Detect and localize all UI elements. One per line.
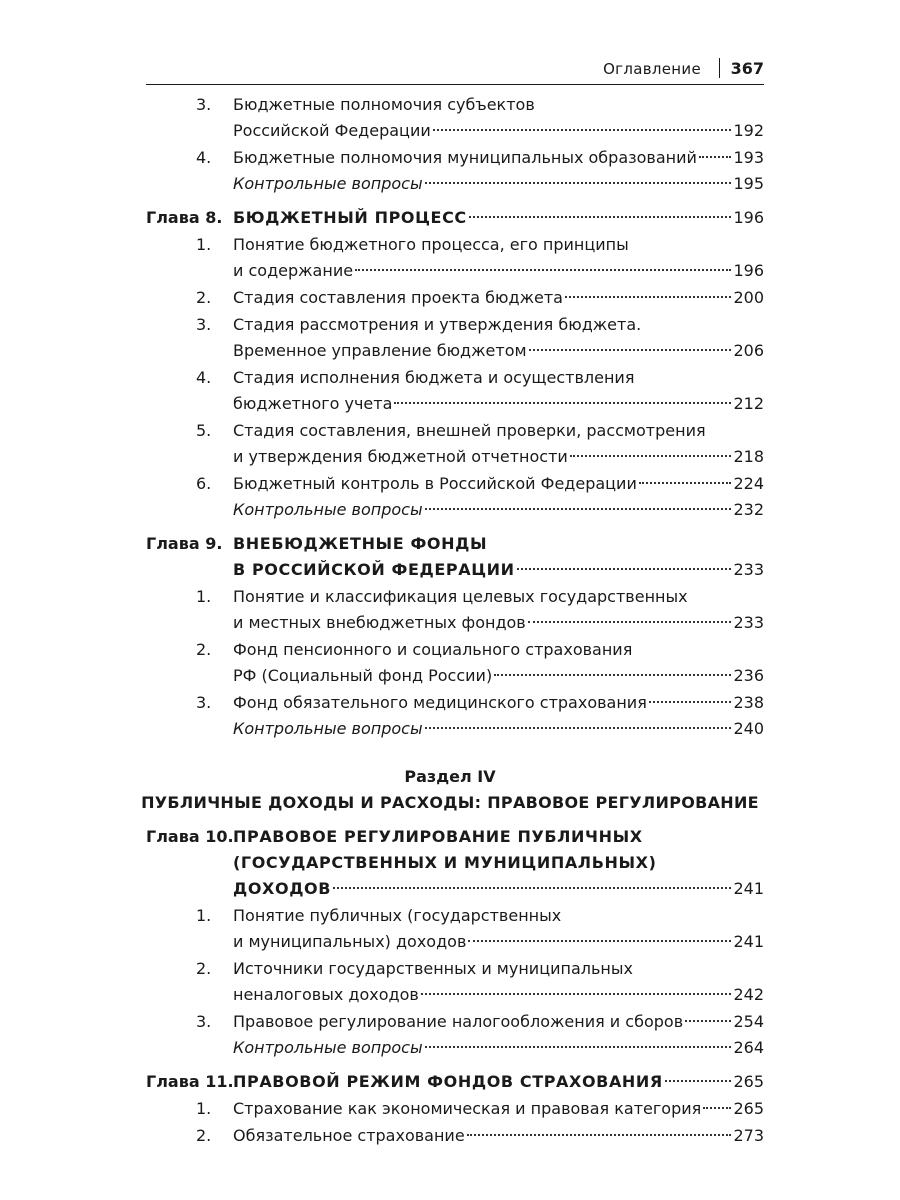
entry-title: Фонд обязательного медицинского страхования [233,693,647,712]
entry-page-number: 241 [733,879,764,898]
entry-title: Российской Федерации [233,121,431,140]
toc-line [0,232,900,258]
dot-leader [665,1080,732,1082]
item-number: 1. [196,587,212,606]
entry-title: В РОССИЙСКОЙ ФЕДЕРАЦИИ [233,560,515,579]
header-separator [719,58,720,78]
toc-line [0,285,900,311]
chapter-number: Глава 9. [146,534,223,553]
dot-leader [469,216,732,218]
dot-leader [425,508,732,510]
toc-line [0,118,900,144]
section-heading [0,764,900,816]
toc-item [0,637,900,689]
toc-line [0,1009,900,1035]
item-number: 1. [196,1099,212,1118]
entry-page-number: 200 [733,288,764,307]
item-number: 2. [196,1126,212,1145]
dot-leader [565,296,732,298]
dot-leader [425,727,732,729]
entry-page-number: 196 [733,208,764,227]
entry-title: и утверждения бюджетной отчетности [233,447,568,466]
entry-page-number: 242 [733,985,764,1004]
item-number: 3. [196,95,212,114]
dot-leader [355,269,731,271]
section-number: Раздел IV [404,767,496,786]
entry-title: Стадия составления, внешней проверки, рассмотрения [233,421,706,440]
chapter-number: Глава 8. [146,208,223,227]
entry-page-number: 218 [733,447,764,466]
toc-item [0,471,900,497]
entry-page-number: 233 [733,560,764,579]
item-number: 2. [196,288,212,307]
entry-title: и муниципальных) доходов [233,932,467,951]
entry-page-number: 193 [733,148,764,167]
entry-page-number: 233 [733,613,764,632]
toc-line [0,338,900,364]
dot-leader [703,1107,731,1109]
toc-line [0,850,900,876]
entry-title: неналоговых доходов [233,985,419,1004]
dot-leader [394,402,731,404]
entry-page-number: 238 [733,693,764,712]
toc-line [0,982,900,1008]
toc-item [0,1009,900,1035]
entry-title: Источники государственных и муниципальных [233,959,633,978]
entry-title: Стадия исполнения бюджета и осуществления [233,368,635,387]
item-number: 2. [196,640,212,659]
item-number: 2. [196,959,212,978]
toc-line [0,145,900,171]
toc-line [0,637,900,663]
toc-item [0,92,900,144]
entry-title: ДОХОДОВ [233,879,332,898]
toc-line [0,171,900,197]
entry-title: Контрольные вопросы [233,1038,423,1057]
toc-review-questions [0,497,900,523]
entry-page-number: 196 [733,261,764,280]
entry-page-number: 273 [733,1126,764,1145]
entry-title: ПРАВОВОЙ РЕЖИМ ФОНДОВ СТРАХОВАНИЯ [233,1072,663,1091]
toc-review-questions [0,171,900,197]
toc-line [0,258,900,284]
item-number: 4. [196,148,212,167]
toc-line [0,418,900,444]
entry-page-number: 240 [733,719,764,738]
toc-line [0,956,900,982]
toc-line [0,365,900,391]
toc-item [0,145,900,171]
entry-page-number: 236 [733,666,764,685]
entry-page-number: 264 [733,1038,764,1057]
toc-line [0,1069,900,1095]
toc-line [0,391,900,417]
toc-item [0,365,900,417]
toc-item [0,1096,900,1122]
dot-leader [468,940,731,942]
toc-line [0,1035,900,1061]
dot-leader [425,1046,732,1048]
dot-leader [333,887,731,889]
toc-line [0,690,900,716]
entry-title: Бюджетный контроль в Российской Федерации [233,474,637,493]
entry-page-number: 192 [733,121,764,140]
entry-page-number: 241 [733,932,764,951]
toc-line [0,444,900,470]
dot-leader [699,156,732,158]
dot-leader [649,701,732,703]
toc-line [0,610,900,636]
dot-leader [528,621,732,623]
entry-title: Понятие публичных (государственных [233,906,562,925]
dot-leader [529,349,732,351]
toc-chapter [0,824,900,902]
entry-title: (ГОСУДАРСТВЕННЫХ И МУНИЦИПАЛЬНЫХ) [233,853,657,872]
toc-review-questions [0,1035,900,1061]
entry-title: РФ (Социальный фонд России) [233,666,493,685]
running-header-title: Оглавление [603,60,701,78]
item-number: 1. [196,906,212,925]
dot-leader [639,482,732,484]
entry-page-number: 254 [733,1012,764,1031]
entry-title: Временное управление бюджетом [233,341,527,360]
table-of-contents [0,92,900,1149]
entry-title: ВНЕБЮДЖЕТНЫЕ ФОНДЫ [233,534,488,553]
toc-chapter [0,531,900,583]
entry-title: Стадия рассмотрения и утверждения бюджета. [233,315,642,334]
entry-title: Фонд пенсионного и социального страхования [233,640,633,659]
entry-title: Понятие бюджетного процесса, его принципы [233,235,629,254]
dot-leader [433,129,732,131]
entry-title: Стадия составления проекта бюджета [233,288,563,307]
entry-title: и содержание [233,261,354,280]
entry-title: Контрольные вопросы [233,174,423,193]
toc-item [0,418,900,470]
entry-title: Бюджетные полномочия субъектов [233,95,535,114]
entry-title: Обязательное страхование [233,1126,465,1145]
item-number: 5. [196,421,212,440]
toc-item [0,312,900,364]
entry-page-number: 232 [733,500,764,519]
entry-page-number: 195 [733,174,764,193]
section-title: ПУБЛИЧНЫЕ ДОХОДЫ И РАСХОДЫ: ПРАВОВОЕ РЕГУЛИРОВАНИЕ [141,793,759,812]
toc-line [0,497,900,523]
chapter-number: Глава 10. [146,827,234,846]
toc-line [0,205,900,231]
toc-line [0,663,900,689]
entry-title: ПРАВОВОЕ РЕГУЛИРОВАНИЕ ПУБЛИЧНЫХ [233,827,643,846]
toc-chapter [0,205,900,231]
dot-leader [421,993,732,995]
toc-chapter [0,1069,900,1095]
chapter-number: Глава 11. [146,1072,234,1091]
toc-item [0,232,900,284]
entry-page-number: 265 [733,1099,764,1118]
dot-leader [517,568,732,570]
toc-review-questions [0,716,900,742]
toc-line [0,929,900,955]
entry-title: и местных внебюджетных фондов [233,613,526,632]
entry-title: БЮДЖЕТНЫЙ ПРОЦЕСС [233,208,467,227]
item-number: 4. [196,368,212,387]
page-number: 367 [730,59,764,78]
entry-page-number: 224 [733,474,764,493]
dot-leader [685,1020,731,1022]
dot-leader [570,455,732,457]
entry-page-number: 206 [733,341,764,360]
entry-title: Страхование как экономическая и правовая категория [233,1099,702,1118]
entry-title: бюджетного учета [233,394,393,413]
entry-page-number: 265 [733,1072,764,1091]
entry-title: Правовое регулирование налогообложения и сборов [233,1012,684,1031]
toc-item [0,1123,900,1149]
entry-title: Контрольные вопросы [233,719,423,738]
toc-item [0,690,900,716]
toc-line [0,716,900,742]
toc-item [0,956,900,1008]
toc-item [0,285,900,311]
toc-item [0,584,900,636]
toc-line [0,1123,900,1149]
item-number: 3. [196,693,212,712]
running-header [146,56,764,85]
toc-line [0,92,900,118]
toc-line [0,1096,900,1122]
toc-item [0,903,900,955]
toc-line [0,471,900,497]
entry-title: Понятие и классификация целевых государственных [233,587,688,606]
dot-leader [467,1134,732,1136]
item-number: 1. [196,235,212,254]
item-number: 6. [196,474,212,493]
toc-line [0,824,900,850]
toc-line [0,876,900,902]
toc-line [0,312,900,338]
dot-leader [425,182,732,184]
entry-title: Бюджетные полномочия муниципальных образований [233,148,697,167]
toc-line [0,557,900,583]
entry-title: Контрольные вопросы [233,500,423,519]
toc-line [0,584,900,610]
entry-page-number: 212 [733,394,764,413]
dot-leader [494,674,731,676]
toc-line [0,531,900,557]
item-number: 3. [196,315,212,334]
toc-line [0,903,900,929]
item-number: 3. [196,1012,212,1031]
